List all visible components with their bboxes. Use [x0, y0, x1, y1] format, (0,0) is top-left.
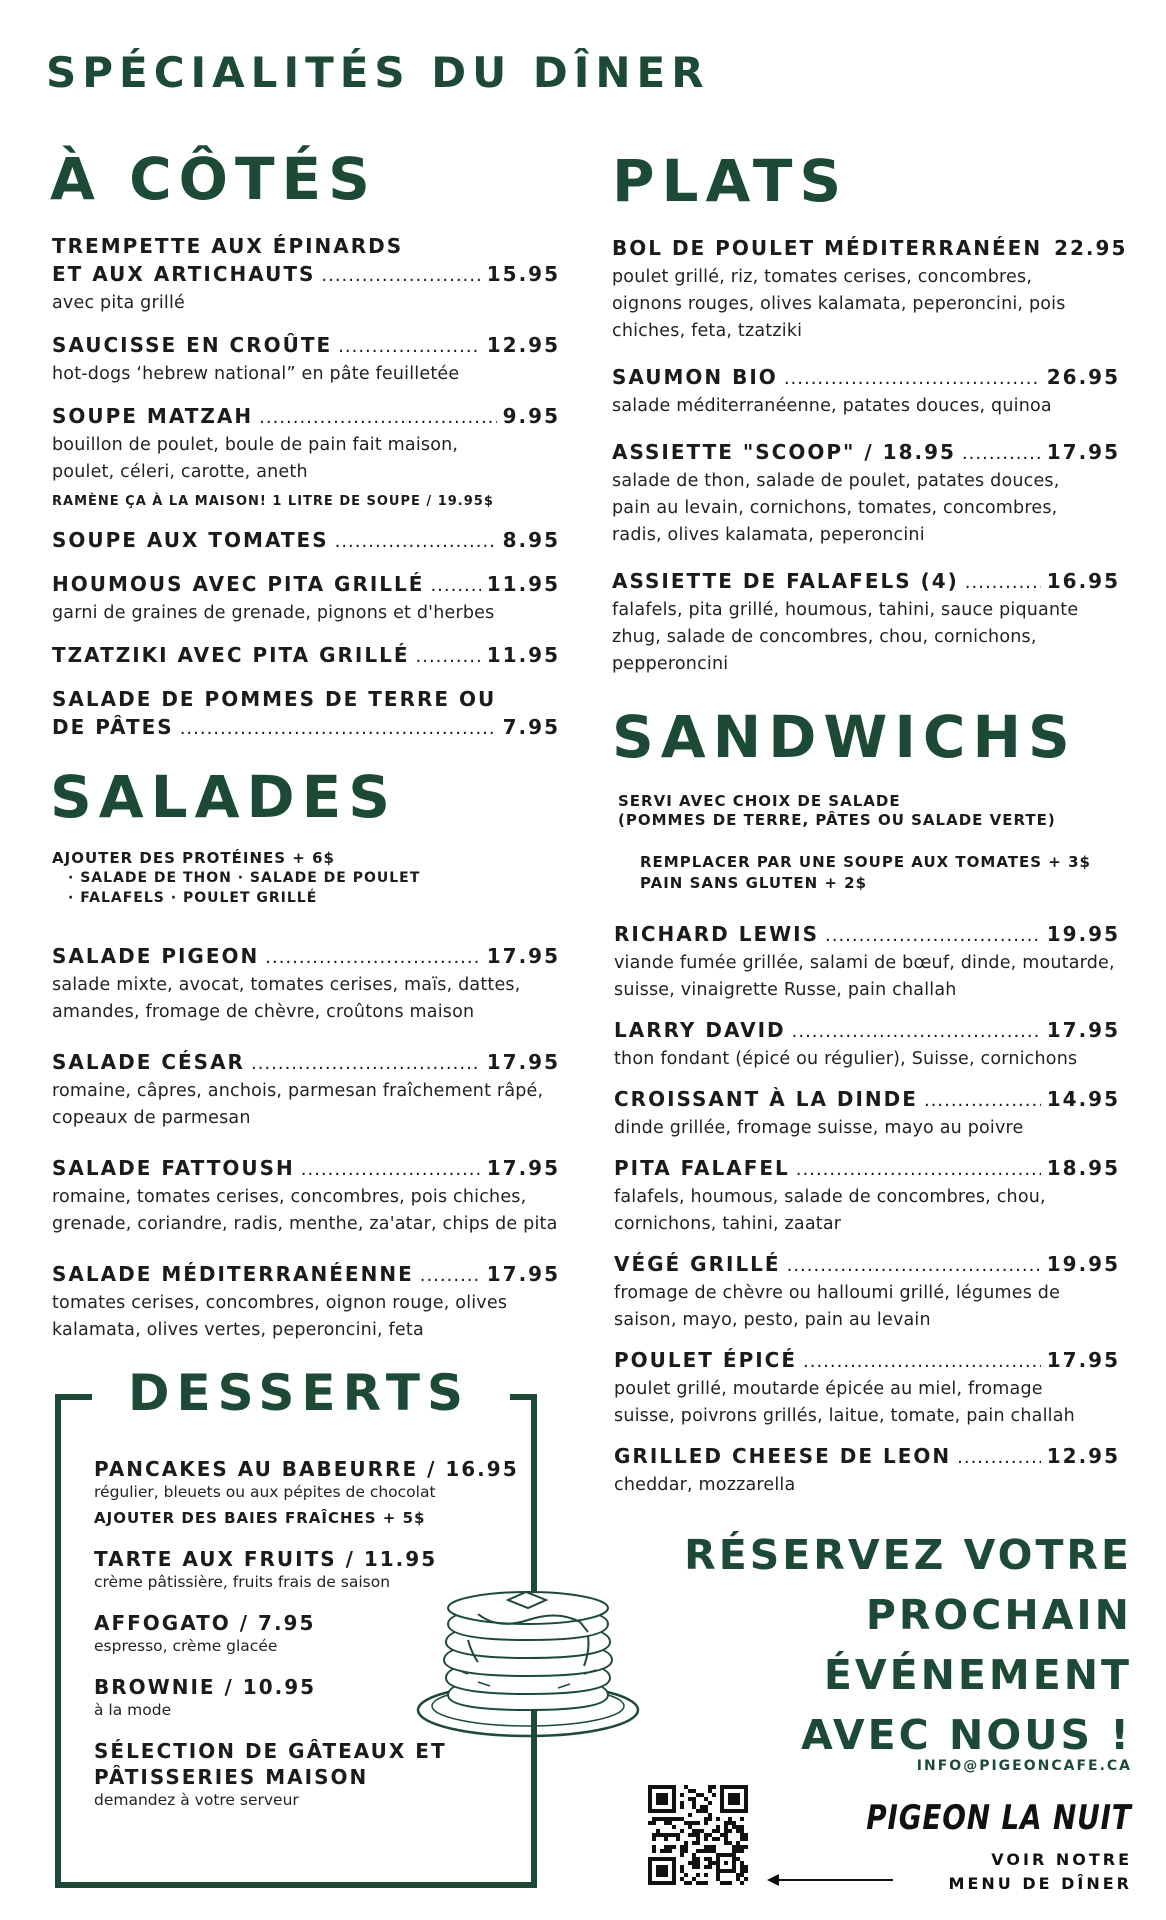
- voir-menu-block: [949, 1848, 1132, 1896]
- dessert-description: demandez à votre serveur: [94, 1791, 299, 1809]
- item-title: [612, 567, 1120, 597]
- item-price: 11.95: [486, 643, 560, 667]
- item-name: SAUCISSE EN CROÛTE: [52, 333, 333, 357]
- item-price: 8.95: [502, 528, 560, 552]
- item-name: ET AUX ARTICHAUTS: [52, 262, 316, 286]
- item-price: 12.95: [1046, 1444, 1120, 1468]
- item-title: [614, 1346, 1120, 1376]
- dessert-item: [94, 1738, 524, 1810]
- item-description: grenade, coriandre, radis, menthe, za'atar, chips de pita: [52, 1214, 558, 1234]
- reserve-line-2: PROCHAIN: [865, 1591, 1132, 1639]
- menu-item: [614, 1085, 1120, 1142]
- item-description: poulet grillé, moutarde épicée au miel, fromage: [614, 1379, 1043, 1399]
- item-price: 11.95: [486, 572, 560, 596]
- dessert-title: PANCAKES AU BABEURRE / 16.95: [94, 1457, 519, 1481]
- item-price: 14.95: [1046, 1087, 1120, 1111]
- reserve-line-1: RÉSERVEZ VOTRE: [684, 1531, 1132, 1579]
- item-title: [614, 920, 1120, 950]
- dot-leader: [962, 440, 1041, 468]
- dot-leader: [787, 1252, 1041, 1280]
- pancake-illustration: [408, 1570, 654, 1742]
- plats-column: [612, 234, 1128, 696]
- item-price: 16.95: [1046, 569, 1120, 593]
- item-name: SALADE CÉSAR: [52, 1050, 245, 1074]
- item-price: 17.95: [486, 1050, 560, 1074]
- item-name: CROISSANT À LA DINDE: [614, 1087, 918, 1111]
- menu-item: [614, 1154, 1120, 1238]
- item-price: 7.95: [502, 715, 560, 739]
- sandwichs-heading: SANDWICHS: [612, 703, 1077, 771]
- menu-item: [614, 1346, 1120, 1430]
- item-description: poulet grillé, riz, tomates cerises, concombres,: [612, 267, 1033, 287]
- item-price: 9.95: [502, 404, 560, 428]
- menu-item: [612, 234, 1128, 345]
- item-title-line: TREMPETTE AUX ÉPINARDS: [52, 234, 404, 258]
- item-name: POULET ÉPICÉ: [614, 1348, 798, 1372]
- item-description: falafels, houmous, salade de concombres, chou,: [614, 1187, 1046, 1207]
- menu-item: [614, 1442, 1120, 1499]
- item-price: 15.95: [486, 262, 560, 286]
- item-name: SALADE FATTOUSH: [52, 1156, 295, 1180]
- item-price: 17.95: [486, 1262, 560, 1286]
- item-description: salade mixte, avocat, tomates cerises, maïs, dattes,: [52, 975, 521, 995]
- item-description: cornichons, tahini, zaatar: [614, 1214, 842, 1234]
- item-description: suisse, poivrons grillés, laitue, tomate, pain challah: [614, 1406, 1075, 1426]
- reserve-block: [684, 1525, 1132, 1765]
- item-name: SOUPE MATZAH: [52, 404, 254, 428]
- dessert-title: SÉLECTION DE GÂTEAUX ET: [94, 1739, 447, 1763]
- item-description: kalamata, olives vertes, peperoncini, feta: [52, 1320, 424, 1340]
- item-description: romaine, tomates cerises, concombres, pois chiches,: [52, 1187, 527, 1207]
- dot-leader: [825, 922, 1041, 950]
- item-description: radis, olives kalamata, peperoncini: [612, 525, 925, 545]
- item-description: salade méditerranéenne, patates douces, quinoa: [612, 396, 1052, 416]
- menu-item: [614, 1016, 1120, 1073]
- item-description: romaine, câpres, anchois, parmesan fraîchement râpé,: [52, 1081, 544, 1101]
- sandwich-note-4: PAIN SANS GLUTEN + 2$: [640, 874, 868, 892]
- plats-heading: PLATS: [612, 147, 849, 215]
- item-title: [614, 1154, 1120, 1184]
- item-description: salade de thon, salade de poulet, patates douces,: [612, 471, 1060, 491]
- dot-leader: [924, 1087, 1041, 1115]
- item-price: 12.95: [486, 333, 560, 357]
- menu-item: [614, 920, 1120, 1004]
- menu-item: [614, 1250, 1120, 1334]
- item-name: TZATZIKI AVEC PITA GRILLÉ: [52, 643, 410, 667]
- dot-leader: [784, 365, 1041, 393]
- sandwichs-notes: [618, 792, 1118, 894]
- item-price: 17.95: [486, 944, 560, 968]
- dessert-title: TARTE AUX FRUITS / 11.95: [94, 1547, 438, 1571]
- dessert-description: à la mode: [94, 1701, 172, 1719]
- item-price: 17.95: [1046, 440, 1120, 464]
- item-price: 17.95: [1046, 1348, 1120, 1372]
- item-title: [614, 1442, 1120, 1472]
- item-description: dinde grillée, fromage suisse, mayo au poivre: [614, 1118, 1024, 1138]
- item-name: SAUMON BIO: [612, 365, 778, 389]
- item-name: LARRY DAVID: [614, 1018, 786, 1042]
- salades-heading: SALADES: [50, 763, 398, 831]
- menu-item: [612, 567, 1120, 678]
- item-description: pain au levain, cornichons, tomates, concombres,: [612, 498, 1058, 518]
- item-name: HOUMOUS AVEC PITA GRILLÉ: [52, 572, 425, 596]
- voir-line-1: VOIR NOTRE: [991, 1850, 1132, 1869]
- item-description: zhug, salade de concombres, chou, cornichons,: [612, 627, 1037, 647]
- sandwichs-column: [614, 920, 1120, 1511]
- item-description: avec pita grillé: [52, 293, 186, 313]
- item-title: [614, 1250, 1120, 1280]
- item-description: chiches, feta, tzatziki: [612, 321, 803, 341]
- item-name: SALADE MÉDITERRANÉENNE: [52, 1262, 414, 1286]
- item-name: SALADE PIGEON: [52, 944, 260, 968]
- item-title: [612, 438, 1120, 468]
- dessert-title-line2: PÂTISSERIES MAISON: [94, 1765, 369, 1789]
- dessert-item: [94, 1456, 524, 1528]
- item-title: [612, 234, 1128, 264]
- item-title: [614, 1016, 1120, 1046]
- item-description: oignons rouges, olives kalamata, peperoncini, pois: [612, 294, 1066, 314]
- item-price: 19.95: [1046, 1252, 1120, 1276]
- item-name: ASSIETTE "SCOOP" / 18.95: [612, 440, 956, 464]
- item-price: 26.95: [1046, 365, 1120, 389]
- item-description: tomates cerises, concombres, oignon rouge, olives: [52, 1293, 508, 1313]
- item-name: VÉGÉ GRILLÉ: [614, 1252, 781, 1276]
- protein-options-2: · FALAFELS · POULET GRILLÉ: [68, 890, 318, 906]
- item-description: cheddar, mozzarella: [614, 1475, 796, 1495]
- item-description: pepperoncini: [612, 654, 729, 674]
- item-name: RICHARD LEWIS: [614, 922, 820, 946]
- item-price: 19.95: [1046, 922, 1120, 946]
- dessert-description: régulier, bleuets ou aux pépites de chocolat: [94, 1483, 436, 1501]
- dot-leader: [965, 569, 1041, 597]
- arrow-left-icon: [765, 1870, 895, 1890]
- protein-note: AJOUTER DES PROTÉINES + 6$: [52, 849, 335, 867]
- item-description: saison, mayo, pesto, pain au levain: [614, 1310, 931, 1330]
- dessert-title: BROWNIE / 10.95: [94, 1675, 317, 1699]
- reserve-line-4: AVEC NOUS !: [800, 1711, 1132, 1759]
- dot-leader: [803, 1348, 1041, 1376]
- menu-item: [612, 363, 1120, 420]
- dot-leader: [792, 1018, 1041, 1046]
- item-description: poulet, céleri, carotte, aneth: [52, 462, 308, 482]
- item-name: DE PÂTES: [52, 715, 174, 739]
- item-title: [612, 363, 1120, 393]
- item-name: BOL DE POULET MÉDITERRANÉEN: [612, 236, 1043, 260]
- menu-item: [612, 438, 1120, 549]
- voir-line-2: MENU DE DÎNER: [948, 1874, 1132, 1893]
- item-description: hot-dogs ‘hebrew national” en pâte feuilletée: [52, 364, 460, 384]
- item-name: PITA FALAFEL: [614, 1156, 790, 1180]
- item-name: GRILLED CHEESE DE LEON: [614, 1444, 952, 1468]
- item-name: ASSIETTE DE FALAFELS (4): [612, 569, 959, 593]
- dessert-description: espresso, crème glacée: [94, 1637, 278, 1655]
- item-description: viande fumée grillée, salami de bœuf, dinde, moutarde,: [614, 953, 1115, 973]
- item-description: amandes, fromage de chèvre, croûtons maison: [52, 1002, 475, 1022]
- item-title: [614, 1085, 1120, 1115]
- sandwich-note-1: SERVI AVEC CHOIX DE SALADE: [618, 792, 901, 810]
- dot-leader: [796, 1156, 1041, 1184]
- item-description: falafels, pita grillé, houmous, tahini, sauce piquante: [612, 600, 1079, 620]
- item-price: 17.95: [486, 1156, 560, 1180]
- item-price: 18.95: [1046, 1156, 1120, 1180]
- dot-leader: [957, 1444, 1041, 1472]
- page-title: SPÉCIALITÉS DU DÎNER: [46, 48, 710, 97]
- item-description: thon fondant (épicé ou régulier), Suisse, cornichons: [614, 1049, 1078, 1069]
- item-description: suisse, vinaigrette Russe, pain challah: [614, 980, 957, 1000]
- contact-email[interactable]: INFO@PIGEONCAFE.CA: [916, 1758, 1132, 1774]
- pigeon-la-nuit-title: PIGEON LA NUIT: [866, 1798, 1132, 1838]
- item-description: garni de graines de grenade, pignons et d'herbes: [52, 603, 495, 623]
- sandwich-note-3: REMPLACER PAR UNE SOUPE AUX TOMATES + 3$: [640, 853, 1091, 871]
- item-price: 22.95: [1054, 236, 1128, 260]
- sandwich-note-2: (POMMES DE TERRE, PÂTES OU SALADE VERTE): [618, 811, 1056, 829]
- desserts-heading: DESSERTS: [120, 1368, 478, 1418]
- item-description: copeaux de parmesan: [52, 1108, 251, 1128]
- item-note: RAMÈNE ÇA À LA MAISON! 1 LITRE DE SOUPE / 19.95$: [52, 494, 494, 509]
- dessert-description: crème pâtissière, fruits frais de saison: [94, 1573, 391, 1591]
- item-price: 17.95: [1046, 1018, 1120, 1042]
- protein-options-1: · SALADE DE THON · SALADE DE POULET: [68, 870, 421, 886]
- cotes-heading: À CÔTÉS: [50, 145, 377, 213]
- dessert-note: AJOUTER DES BAIES FRAÎCHES + 5$: [94, 1509, 426, 1527]
- item-description: bouillon de poulet, boule de pain fait maison,: [52, 435, 459, 455]
- qr-code[interactable]: [648, 1785, 748, 1885]
- item-description: fromage de chèvre ou halloumi grillé, légumes de: [614, 1283, 1061, 1303]
- dessert-title: AFFOGATO / 7.95: [94, 1611, 316, 1635]
- item-title-line: SALADE DE POMMES DE TERRE OU: [52, 687, 497, 711]
- item-name: SOUPE AUX TOMATES: [52, 528, 329, 552]
- reserve-line-3: ÉVÉNEMENT: [823, 1651, 1132, 1699]
